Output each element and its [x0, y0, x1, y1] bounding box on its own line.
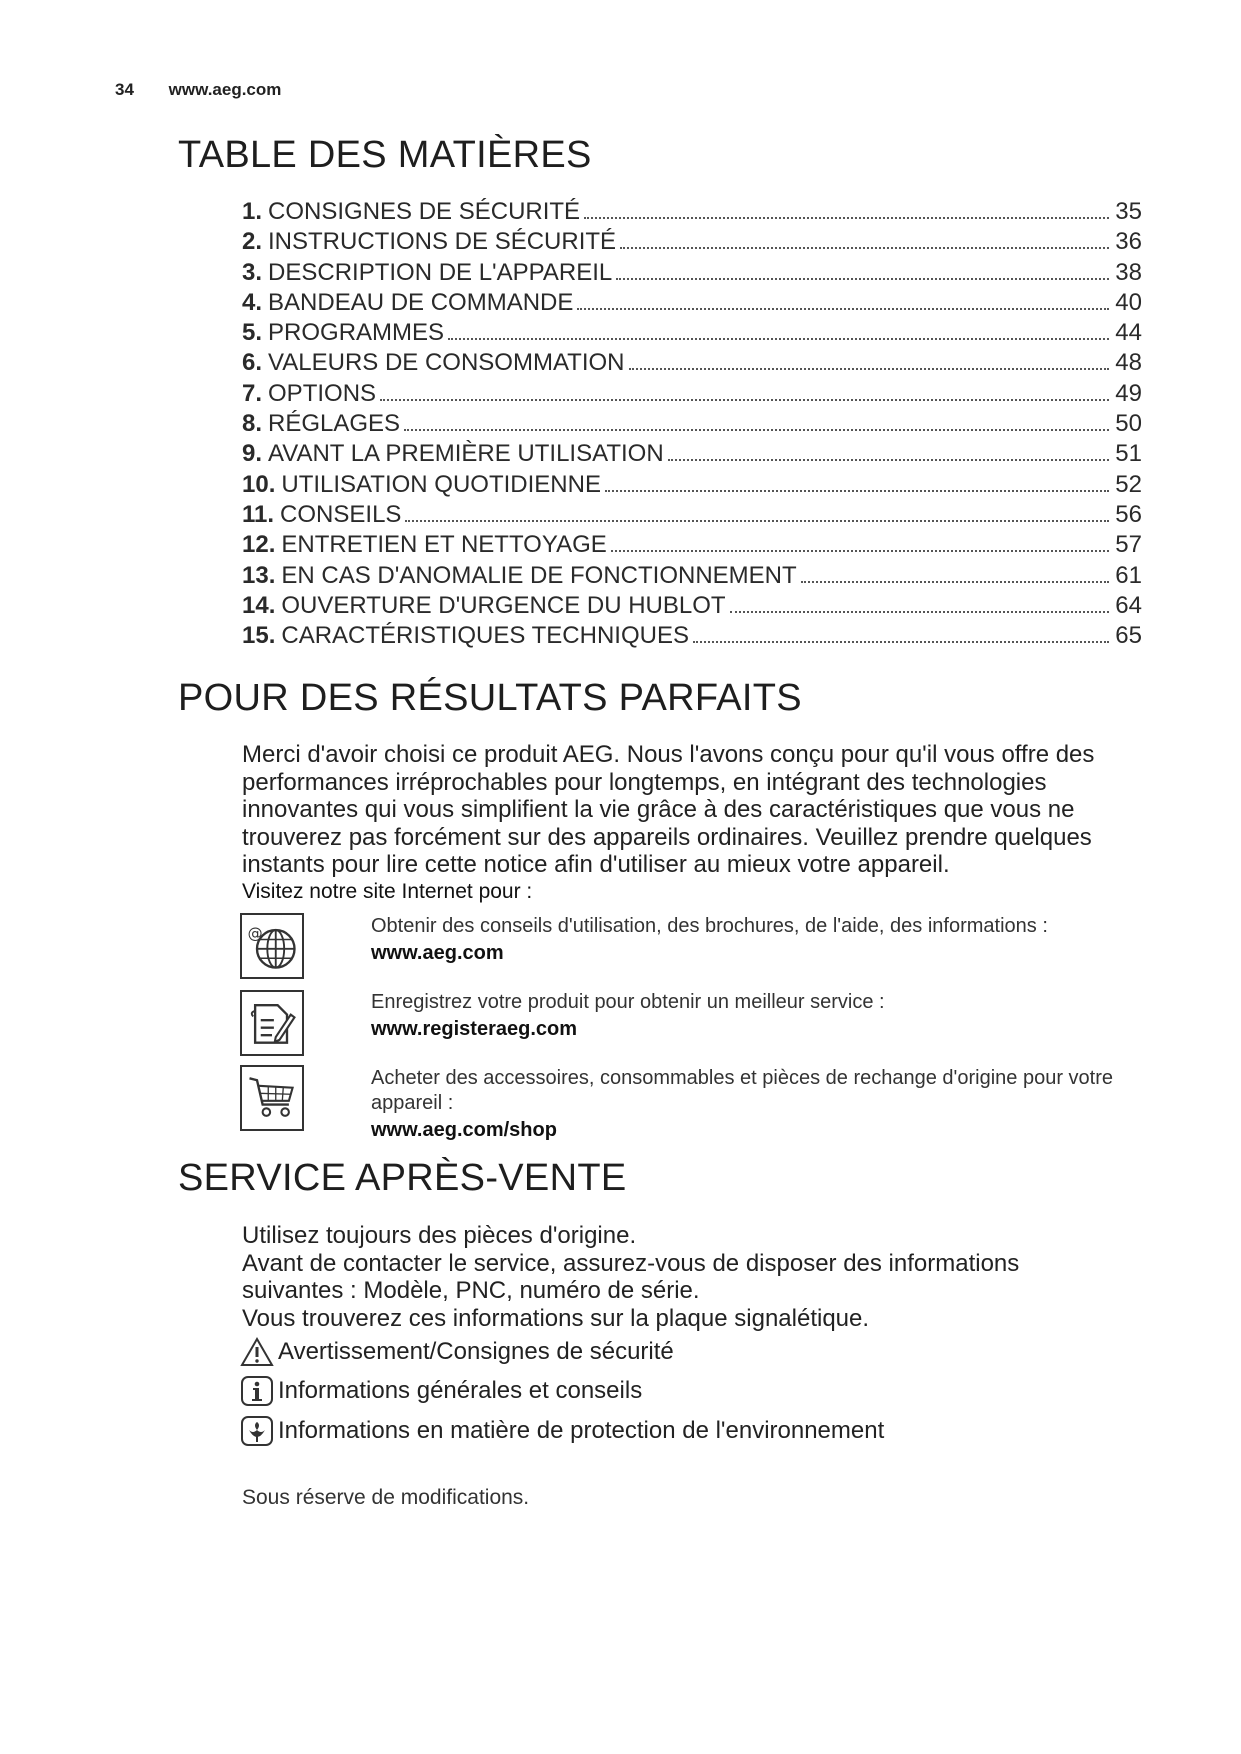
toc-leader-dots — [605, 490, 1109, 492]
toc-item-page: 44 — [1115, 319, 1142, 347]
toc-leader-dots — [577, 308, 1109, 310]
toc-item-page: 64 — [1115, 591, 1142, 619]
visit-website-label: Visitez notre site Internet pour : — [242, 880, 533, 903]
toc-item[interactable] — [242, 259, 1142, 289]
toc-item[interactable] — [242, 228, 1142, 258]
toc-leader-dots — [448, 338, 1109, 340]
toc-item-label: CONSIGNES DE SÉCURITÉ — [268, 198, 581, 225]
shopping-cart-icon — [240, 1065, 304, 1131]
link-block-register — [371, 990, 1151, 1042]
toc-item-page: 38 — [1115, 258, 1142, 286]
toc-item-number: 5. — [242, 319, 263, 347]
toc-item-number: 14. — [242, 591, 276, 619]
toc-leader-dots — [620, 247, 1109, 249]
toc-item-number: 10. — [242, 470, 276, 498]
toc-item-page: 65 — [1115, 622, 1142, 650]
toc-item-label: VALEURS DE CONSOMMATION — [268, 349, 625, 377]
toc-item-label: BANDEAU DE COMMANDE — [268, 288, 574, 316]
toc-leader-dots — [380, 399, 1109, 401]
toc-leader-dots — [405, 520, 1109, 522]
toc-item-label: UTILISATION QUOTIDIENNE — [281, 470, 601, 498]
toc-leader-dots — [801, 581, 1110, 583]
toc-item-label: CARACTÉRISTIQUES TECHNIQUES — [281, 622, 689, 650]
legend-info-text: Informations générales et conseils — [278, 1377, 643, 1404]
toc-item-label: OUVERTURE D'URGENCE DU HUBLOT — [281, 591, 726, 619]
page-number: 34 — [115, 80, 134, 99]
environment-icon — [240, 1414, 274, 1448]
link-description: Enregistrez votre produit pour obtenir un meilleur service : — [371, 991, 885, 1013]
toc-leader-dots — [616, 278, 1109, 280]
toc-title: TABLE DES MATIÈRES — [178, 134, 592, 176]
legend-environment — [240, 1414, 884, 1448]
legend-warning-text: Avertissement/Consignes de sécurité — [278, 1338, 674, 1365]
toc-item-page: 35 — [1115, 198, 1142, 225]
register-document-icon — [240, 990, 304, 1056]
toc-item[interactable] — [242, 440, 1142, 470]
link-block-tips — [371, 914, 1151, 966]
toc-leader-dots — [584, 217, 1109, 219]
toc-item-page: 48 — [1115, 349, 1142, 377]
link-url-register[interactable]: www.registeraeg.com — [371, 1018, 577, 1040]
toc-item-page: 61 — [1115, 561, 1142, 589]
toc-item-page: 49 — [1115, 379, 1142, 407]
info-icon — [240, 1374, 274, 1408]
svg-text:@: @ — [247, 924, 263, 943]
toc-item[interactable] — [242, 410, 1142, 440]
toc-item-number: 6. — [242, 349, 263, 377]
toc-item-page: 57 — [1115, 531, 1142, 559]
toc-item[interactable] — [242, 289, 1142, 319]
service-line-2: Avant de contacter le service, assurez-vous de disposer des informations suivantes : Modèle, PNC, numéro de série. — [242, 1249, 1020, 1304]
toc-item-number: 3. — [242, 258, 263, 286]
toc-item-label: DESCRIPTION DE L'APPAREIL — [268, 258, 613, 286]
legend-environment-text: Informations en matière de protection de l'environnement — [278, 1417, 885, 1444]
legend-warning — [240, 1335, 674, 1369]
toc-leader-dots — [668, 459, 1110, 461]
toc-item-label: CONSEILS — [280, 500, 402, 528]
toc-item-number: 11. — [242, 500, 275, 528]
service-title: SERVICE APRÈS-VENTE — [178, 1157, 627, 1199]
results-intro-text: Merci d'avoir choisi ce produit AEG. Nous l'avons conçu pour qu'il vous offre des performances irréprochables pour longtemps, en intégrant des technologies innovantes qui vous simplifient la vie grâce à des caractéristiques que vous ne trouverez pas forcément sur des appareils ordinaires. Veuillez prendre quelques instants pour lire cette notice afin d'utiliser au mieux votre appareil. — [242, 741, 1095, 878]
toc-item-label: PROGRAMMES — [268, 319, 445, 347]
warning-triangle-icon — [240, 1335, 274, 1369]
toc-item-label: AVANT LA PREMIÈRE UTILISATION — [268, 440, 664, 468]
toc-item-label: ENTRETIEN ET NETTOYAGE — [281, 531, 607, 559]
toc-leader-dots — [693, 641, 1109, 643]
globe-icon — [240, 913, 304, 979]
toc-item-number: 15. — [242, 622, 276, 650]
table-of-contents — [242, 198, 1142, 652]
toc-item-label: RÉGLAGES — [268, 410, 401, 438]
toc-item-number: 8. — [242, 410, 263, 438]
legend-info — [240, 1374, 642, 1408]
toc-item[interactable] — [242, 349, 1142, 379]
toc-leader-dots — [404, 429, 1109, 431]
service-line-3: Vous trouverez ces informations sur la plaque signalétique. — [242, 1304, 870, 1332]
toc-item-page: 40 — [1115, 288, 1142, 316]
service-line-1: Utilisez toujours des pièces d'origine. — [242, 1222, 637, 1249]
link-url-shop[interactable]: www.aeg.com/shop — [371, 1119, 557, 1141]
toc-item[interactable] — [242, 471, 1142, 501]
toc-item[interactable] — [242, 501, 1142, 531]
toc-item-label: EN CAS D'ANOMALIE DE FONCTIONNEMENT — [281, 561, 797, 589]
toc-item-page: 36 — [1115, 228, 1142, 256]
toc-item[interactable] — [242, 531, 1142, 561]
toc-item-number: 13. — [242, 561, 276, 589]
service-text — [242, 1222, 1142, 1332]
toc-item-page: 52 — [1115, 470, 1142, 498]
link-url-aeg[interactable]: www.aeg.com — [371, 942, 504, 964]
results-title: POUR DES RÉSULTATS PARFAITS — [178, 677, 802, 719]
header-site-url[interactable]: www.aeg.com — [168, 80, 282, 99]
link-block-shop — [371, 1066, 1151, 1143]
toc-item-label: OPTIONS — [268, 379, 377, 407]
toc-item-number: 1. — [242, 198, 263, 225]
link-description: Acheter des accessoires, consommables et pièces de rechange d'origine pour votre appareil : — [371, 1067, 1114, 1114]
toc-item-number: 7. — [242, 379, 263, 407]
link-description: Obtenir des conseils d'utilisation, des brochures, de l'aide, des informations : — [371, 915, 1048, 937]
toc-item[interactable] — [242, 198, 1142, 228]
footer-note: Sous réserve de modifications. — [242, 1486, 530, 1509]
toc-item-number: 2. — [242, 228, 263, 256]
page-header — [115, 80, 281, 100]
toc-item-number: 12. — [242, 531, 276, 559]
toc-item-label: INSTRUCTIONS DE SÉCURITÉ — [268, 228, 617, 256]
toc-item-number: 9. — [242, 440, 263, 468]
toc-leader-dots — [629, 368, 1110, 370]
toc-item[interactable] — [242, 319, 1142, 349]
toc-item[interactable] — [242, 622, 1142, 652]
toc-item-page: 56 — [1115, 500, 1142, 528]
toc-item-page: 51 — [1115, 440, 1142, 468]
toc-leader-dots — [730, 611, 1110, 613]
toc-item[interactable] — [242, 380, 1142, 410]
toc-item[interactable] — [242, 562, 1142, 592]
toc-item-number: 4. — [242, 288, 263, 316]
toc-item-page: 50 — [1115, 410, 1142, 438]
toc-leader-dots — [611, 550, 1110, 552]
toc-item[interactable] — [242, 592, 1142, 622]
